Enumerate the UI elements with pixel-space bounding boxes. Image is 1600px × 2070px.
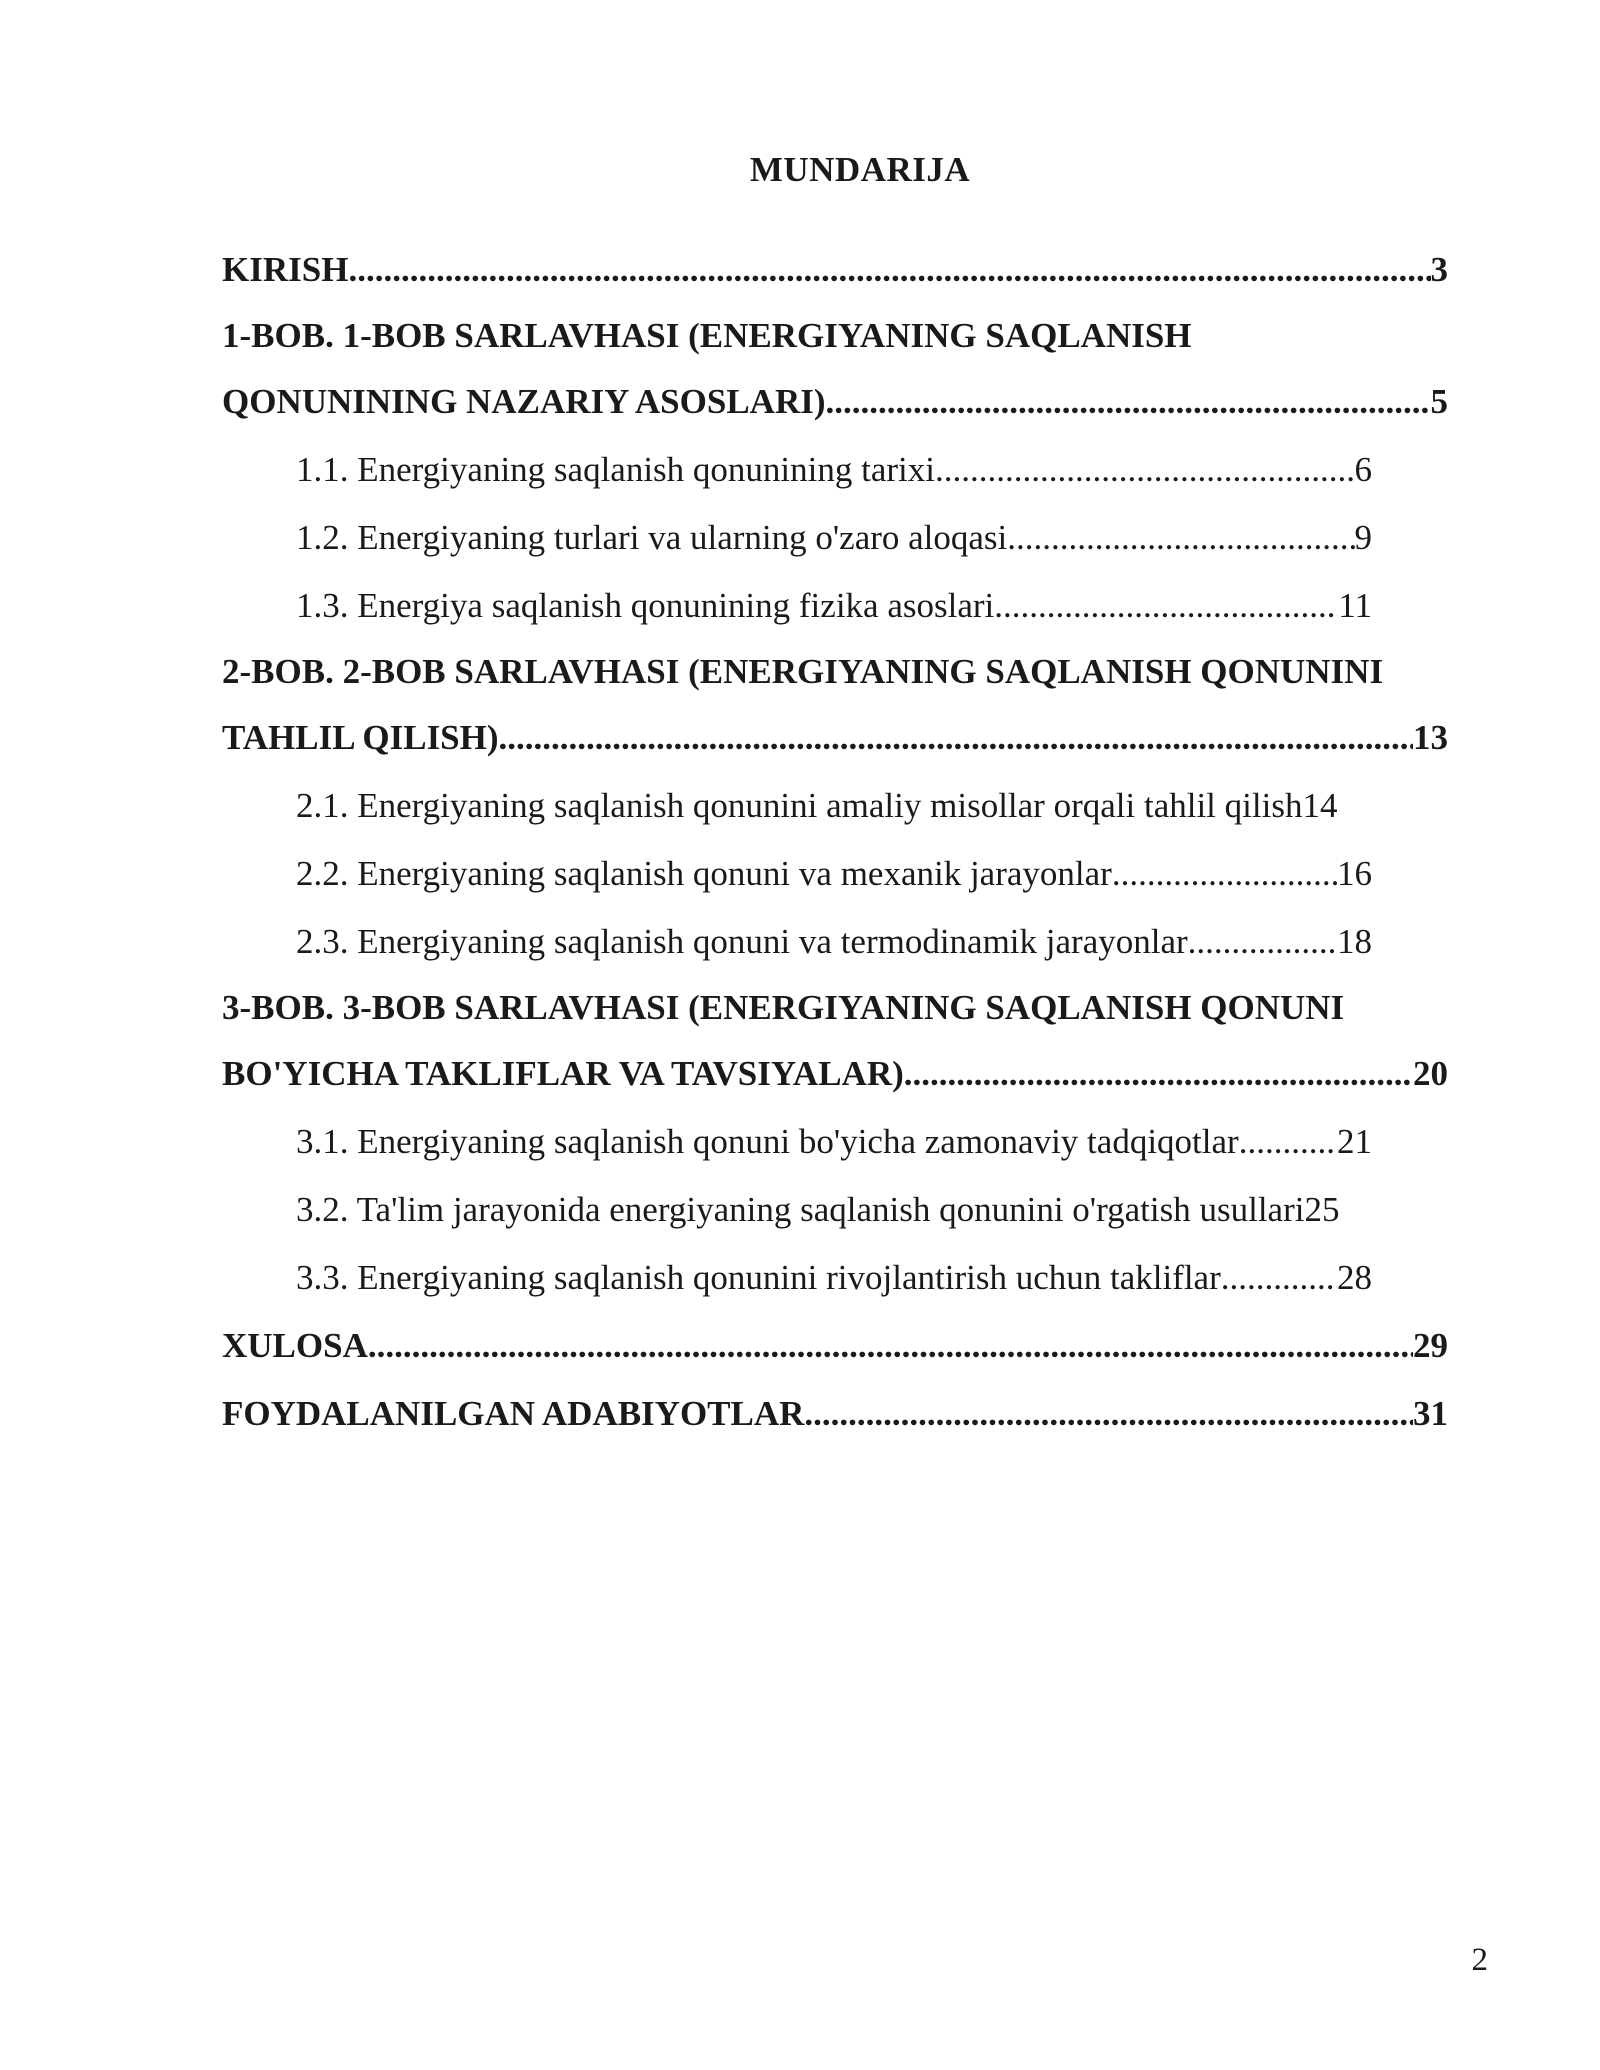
leader-dots: [904, 1040, 1413, 1108]
toc-page-number: 28: [1337, 1258, 1372, 1297]
page-title: MUNDARIJA: [749, 150, 971, 189]
toc-entry-xulosa[interactable]: [222, 1312, 1448, 1380]
leader-dots: [1188, 908, 1337, 976]
toc-page-number: 25: [1304, 1190, 1340, 1229]
leader-dots: [368, 1312, 1413, 1380]
toc-entry-label: BO'YICHA TAKLIFLAR VA TAVSIYALAR): [222, 1054, 904, 1093]
toc-page-number: 31: [1413, 1394, 1448, 1433]
toc-entry-label: 1.1. Energiyaning saqlanish qonunining tarixi: [296, 450, 935, 489]
toc-page-number: 5: [1430, 382, 1448, 421]
toc-entry-label: 2.3. Energiyaning saqlanish qonuni va termodinamik jarayonlar: [296, 922, 1188, 961]
toc-entry-section-1-1[interactable]: [222, 436, 1372, 504]
leader-dots: [1112, 840, 1337, 908]
toc-entry-label: 2.1. Energiyaning saqlanish qonunini amaliy misollar orqali tahlil qilish: [296, 786, 1303, 825]
toc-entry-label: 3.1. Energiyaning saqlanish qonuni bo'yicha zamonaviy tadqiqotlar: [296, 1122, 1239, 1161]
toc-page-number: 18: [1337, 922, 1372, 961]
leader-dots: [1221, 1244, 1337, 1312]
leader-dots: [804, 1380, 1413, 1448]
leader-dots: [826, 368, 1431, 436]
toc-page-number: 3: [1430, 250, 1448, 289]
toc-entry-section-3-1[interactable]: [222, 1108, 1372, 1176]
toc-chapter1-line1[interactable]: 1-BOB. 1-BOB SARLAVHASI (ENERGIYANING SAQLANISH: [222, 316, 1192, 355]
toc-page-number: 11: [1338, 586, 1372, 625]
toc-entry-chapter1[interactable]: [222, 368, 1448, 436]
toc-page-number: 16: [1337, 854, 1372, 893]
toc-entry-section-2-1[interactable]: [222, 772, 1372, 840]
toc-chapter3-line1[interactable]: 3-BOB. 3-BOB SARLAVHASI (ENERGIYANING SAQLANISH QONUNI: [222, 988, 1345, 1027]
toc-entry-label: 2.2. Energiyaning saqlanish qonuni va mexanik jarayonlar: [296, 854, 1112, 893]
leader-dots: [935, 436, 1355, 504]
leader-dots: [1007, 504, 1354, 572]
toc-entry-label: XULOSA: [222, 1326, 368, 1365]
toc-entry-section-1-3[interactable]: [222, 572, 1372, 640]
toc-page-number: 9: [1354, 518, 1372, 557]
toc-entry-section-3-2[interactable]: [222, 1176, 1372, 1244]
leader-dots: [994, 572, 1338, 640]
toc-entry-label: 3.3. Energiyaning saqlanish qonunini rivojlantirish uchun takliflar: [296, 1258, 1221, 1297]
toc-page-number: 20: [1413, 1054, 1448, 1093]
toc-page-number: 21: [1337, 1122, 1372, 1161]
leader-dots: [348, 236, 1430, 304]
toc-entry-chapter2[interactable]: [222, 704, 1448, 772]
toc-entry-section-2-3[interactable]: [222, 908, 1372, 976]
toc-entry-section-3-3[interactable]: [222, 1244, 1372, 1312]
toc-entry-kirish[interactable]: [222, 236, 1448, 304]
toc-page-number: 14: [1302, 786, 1338, 825]
leader-dots: [1239, 1108, 1337, 1176]
toc-entry-label: 1.2. Energiyaning turlari va ularning o'zaro aloqasi: [296, 518, 1008, 557]
toc-page-number: 13: [1413, 718, 1448, 757]
toc-entry-label: TAHLIL QILISH): [222, 718, 499, 757]
toc-entry-chapter3[interactable]: [222, 1040, 1448, 1108]
toc-entry-label: 1.3. Energiya saqlanish qonunining fizika asoslari: [296, 586, 995, 625]
toc-entry-label: 3.2. Ta'lim jarayonida energiyaning saqlanish qonunini o'rgatish usullari: [296, 1190, 1305, 1229]
toc-entry-section-1-2[interactable]: [222, 504, 1372, 572]
page-number: 2: [1471, 1942, 1488, 1978]
toc-chapter2-line1[interactable]: 2-BOB. 2-BOB SARLAVHASI (ENERGIYANING SAQLANISH QONUNINI: [222, 652, 1384, 691]
toc-entry-adabiyotlar[interactable]: [222, 1380, 1448, 1448]
toc-entry-label: KIRISH: [222, 250, 349, 289]
leader-dots: [499, 704, 1413, 772]
table-of-contents: [222, 236, 1448, 1448]
toc-entry-label: QONUNINING NAZARIY ASOSLARI): [222, 382, 826, 421]
toc-entry-label: FOYDALANILGAN ADABIYOTLAR: [222, 1394, 805, 1433]
toc-entry-section-2-2[interactable]: [222, 840, 1372, 908]
toc-page-number: 6: [1354, 450, 1372, 489]
toc-page-number: 29: [1413, 1326, 1448, 1365]
